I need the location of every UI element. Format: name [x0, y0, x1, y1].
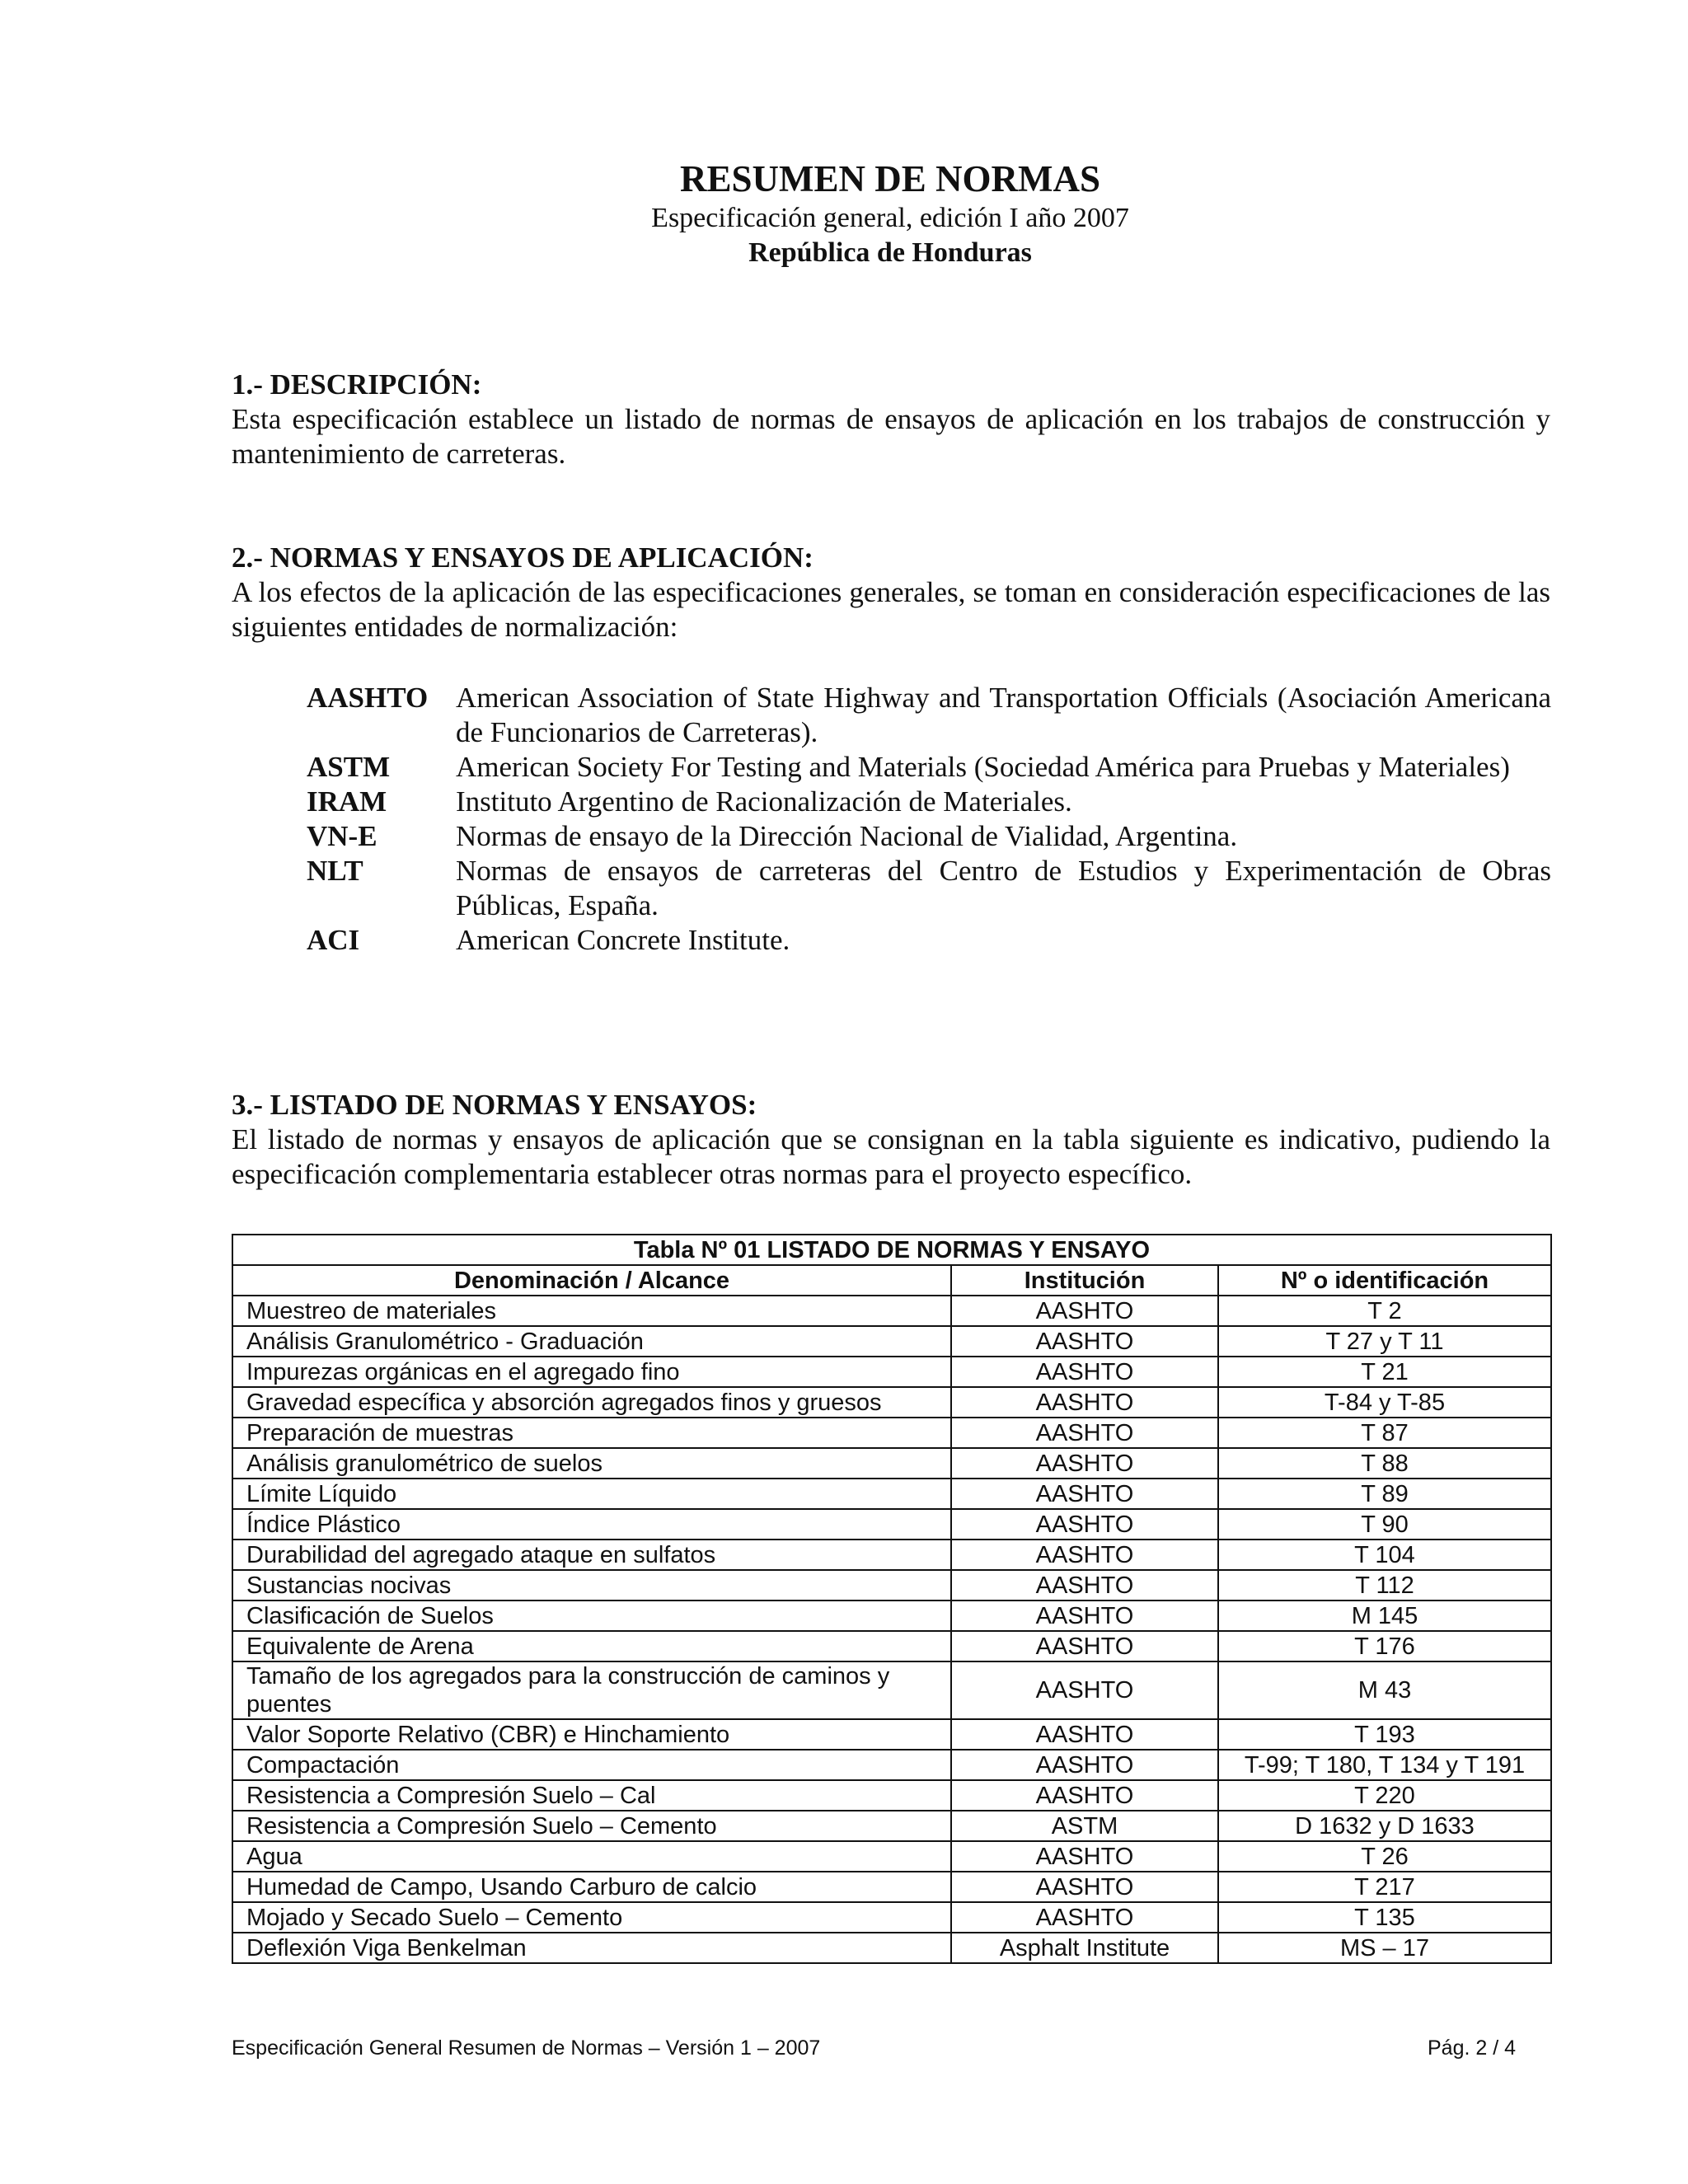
cell-identificacion: T 193 — [1218, 1719, 1551, 1750]
entity-description: Instituto Argentino de Racionalización de Materiales. — [456, 785, 1072, 818]
cell-institucion: AASHTO — [951, 1780, 1218, 1811]
document-country: República de Honduras — [748, 237, 1032, 268]
cell-institucion: ASTM — [951, 1811, 1218, 1841]
cell-denominacion: Equivalente de Arena — [232, 1631, 951, 1661]
cell-institucion: AASHTO — [951, 1509, 1218, 1540]
section-3-text: El listado de normas y ensayos de aplicación que se consignan en la tabla siguiente es indicativo, pudiendo la especificación complementaria establecer otras normas para el proyecto específico. — [232, 1123, 1550, 1190]
cell-institucion: AASHTO — [951, 1387, 1218, 1418]
cell-institucion: AASHTO — [951, 1902, 1218, 1933]
entity-aashto — [307, 681, 1551, 750]
entity-description: Normas de ensayos de carreteras del Centro de Estudios y Experimentación de Obras Públicas, España. — [456, 855, 1551, 921]
table-row — [232, 1540, 1551, 1570]
table-row — [232, 1631, 1551, 1661]
document-header — [0, 157, 1688, 270]
cell-institucion: AASHTO — [951, 1661, 1218, 1719]
cell-institucion: AASHTO — [951, 1719, 1218, 1750]
column-header-denominacion: Denominación / Alcance — [232, 1265, 951, 1296]
cell-denominacion: Resistencia a Compresión Suelo – Cal — [232, 1780, 951, 1811]
section-normas-aplicacion — [232, 541, 1550, 644]
cell-institucion: AASHTO — [951, 1479, 1218, 1509]
cell-identificacion: M 145 — [1218, 1601, 1551, 1631]
cell-identificacion: T 21 — [1218, 1357, 1551, 1387]
cell-denominacion: Compactación — [232, 1750, 951, 1780]
cell-identificacion: T 26 — [1218, 1841, 1551, 1872]
cell-denominacion: Tamaño de los agregados para la construcción de caminos y puentes — [232, 1661, 951, 1719]
cell-identificacion: T 135 — [1218, 1902, 1551, 1933]
table-row — [232, 1661, 1551, 1719]
cell-denominacion: Humedad de Campo, Usando Carburo de calcio — [232, 1872, 951, 1902]
table-row — [232, 1750, 1551, 1780]
section-listado — [232, 1088, 1550, 1192]
table-row — [232, 1570, 1551, 1601]
table-row — [232, 1811, 1551, 1841]
cell-institucion: AASHTO — [951, 1841, 1218, 1872]
table-row — [232, 1601, 1551, 1631]
cell-identificacion: T 2 — [1218, 1296, 1551, 1326]
table-row — [232, 1418, 1551, 1448]
cell-identificacion: D 1632 y D 1633 — [1218, 1811, 1551, 1841]
cell-identificacion: T 112 — [1218, 1570, 1551, 1601]
section-3-heading: 3.- LISTADO DE NORMAS Y ENSAYOS: — [232, 1089, 757, 1121]
cell-denominacion: Gravedad específica y absorción agregados finos y gruesos — [232, 1387, 951, 1418]
entity-description: American Concrete Institute. — [456, 924, 790, 956]
cell-identificacion: T-99; T 180, T 134 y T 191 — [1218, 1750, 1551, 1780]
cell-institucion: AASHTO — [951, 1750, 1218, 1780]
cell-institucion: AASHTO — [951, 1296, 1218, 1326]
cell-denominacion: Clasificación de Suelos — [232, 1601, 951, 1631]
section-2-text: A los efectos de la aplicación de las especificaciones generales, se toman en consideración especificaciones de las siguientes entidades de normalización: — [232, 576, 1550, 643]
cell-identificacion: T-84 y T-85 — [1218, 1387, 1551, 1418]
section-1-heading: 1.- DESCRIPCIÓN: — [232, 368, 482, 401]
cell-identificacion: T 89 — [1218, 1479, 1551, 1509]
table-row — [232, 1509, 1551, 1540]
entity-vne — [307, 819, 1551, 854]
cell-denominacion: Valor Soporte Relativo (CBR) e Hinchamiento — [232, 1719, 951, 1750]
column-header-institucion: Institución — [951, 1265, 1218, 1296]
column-header-identificacion: Nº o identificación — [1218, 1265, 1551, 1296]
cell-identificacion: MS – 17 — [1218, 1933, 1551, 1963]
table-row — [232, 1933, 1551, 1963]
document-title: RESUMEN DE NORMAS — [679, 158, 1101, 199]
cell-denominacion: Mojado y Secado Suelo – Cemento — [232, 1902, 951, 1933]
cell-denominacion: Impurezas orgánicas en el agregado fino — [232, 1357, 951, 1387]
entity-abbr: IRAM — [307, 785, 387, 818]
entities-list — [307, 681, 1551, 958]
table-row — [232, 1902, 1551, 1933]
cell-denominacion: Sustancias nocivas — [232, 1570, 951, 1601]
entity-aci — [307, 923, 1551, 958]
cell-identificacion: T 88 — [1218, 1448, 1551, 1479]
cell-identificacion: T 87 — [1218, 1418, 1551, 1448]
cell-identificacion: T 176 — [1218, 1631, 1551, 1661]
cell-institucion: AASHTO — [951, 1448, 1218, 1479]
table-row — [232, 1841, 1551, 1872]
section-1-text: Esta especificación establece un listado de normas de ensayos de aplicación en los trabajos de construcción y mantenimiento de carreteras. — [232, 403, 1550, 470]
cell-denominacion: Agua — [232, 1841, 951, 1872]
table-caption: Tabla Nº 01 LISTADO DE NORMAS Y ENSAYO — [232, 1235, 1551, 1265]
table-row — [232, 1387, 1551, 1418]
entity-description: American Society For Testing and Materials (Sociedad América para Pruebas y Materiales) — [456, 751, 1510, 783]
entity-abbr: AASHTO — [307, 682, 429, 714]
norms-table — [232, 1234, 1552, 1964]
cell-institucion: AASHTO — [951, 1418, 1218, 1448]
entity-abbr: NLT — [307, 855, 363, 887]
cell-institucion: AASHTO — [951, 1631, 1218, 1661]
cell-denominacion: Deflexión Viga Benkelman — [232, 1933, 951, 1963]
cell-identificacion: T 27 y T 11 — [1218, 1326, 1551, 1357]
cell-institucion: AASHTO — [951, 1540, 1218, 1570]
entity-astm — [307, 750, 1551, 785]
table-row — [232, 1326, 1551, 1357]
table-row — [232, 1719, 1551, 1750]
entity-abbr: ACI — [307, 924, 360, 956]
entity-nlt — [307, 854, 1551, 923]
cell-institucion: AASHTO — [951, 1601, 1218, 1631]
footer-document-info: Especificación General Resumen de Normas – Versión 1 – 2007 — [232, 2036, 821, 2060]
cell-institucion: Asphalt Institute — [951, 1933, 1218, 1963]
cell-identificacion: T 104 — [1218, 1540, 1551, 1570]
cell-identificacion: T 220 — [1218, 1780, 1551, 1811]
cell-denominacion: Preparación de muestras — [232, 1418, 951, 1448]
cell-institucion: AASHTO — [951, 1872, 1218, 1902]
entity-description: Normas de ensayo de la Dirección Nacional de Vialidad, Argentina. — [456, 820, 1238, 852]
cell-denominacion: Índice Plástico — [232, 1509, 951, 1540]
table-row — [232, 1448, 1551, 1479]
cell-identificacion: T 90 — [1218, 1509, 1551, 1540]
entity-abbr: ASTM — [307, 751, 391, 783]
cell-institucion: AASHTO — [951, 1570, 1218, 1601]
cell-institucion: AASHTO — [951, 1326, 1218, 1357]
entity-iram — [307, 785, 1551, 819]
footer-page-number: Pág. 2 / 4 — [1428, 2036, 1517, 2060]
cell-denominacion: Durabilidad del agregado ataque en sulfatos — [232, 1540, 951, 1570]
cell-identificacion: M 43 — [1218, 1661, 1551, 1719]
cell-denominacion: Análisis granulométrico de suelos — [232, 1448, 951, 1479]
cell-institucion: AASHTO — [951, 1357, 1218, 1387]
cell-denominacion: Muestreo de materiales — [232, 1296, 951, 1326]
entity-description: American Association of State Highway and Transportation Officials (Asociación Americana de Funcionarios de Carreteras). — [456, 682, 1551, 748]
section-2-heading: 2.- NORMAS Y ENSAYOS DE APLICACIÓN: — [232, 541, 814, 574]
table-row — [232, 1296, 1551, 1326]
table-row — [232, 1872, 1551, 1902]
document-subtitle: Especificación general, edición I año 2007 — [651, 203, 1129, 233]
cell-denominacion: Resistencia a Compresión Suelo – Cemento — [232, 1811, 951, 1841]
entity-abbr: VN-E — [307, 820, 377, 852]
table-row — [232, 1357, 1551, 1387]
table-row — [232, 1780, 1551, 1811]
table-row — [232, 1479, 1551, 1509]
cell-denominacion: Límite Líquido — [232, 1479, 951, 1509]
cell-identificacion: T 217 — [1218, 1872, 1551, 1902]
cell-denominacion: Análisis Granulométrico - Graduación — [232, 1326, 951, 1357]
section-descripcion — [232, 368, 1550, 471]
